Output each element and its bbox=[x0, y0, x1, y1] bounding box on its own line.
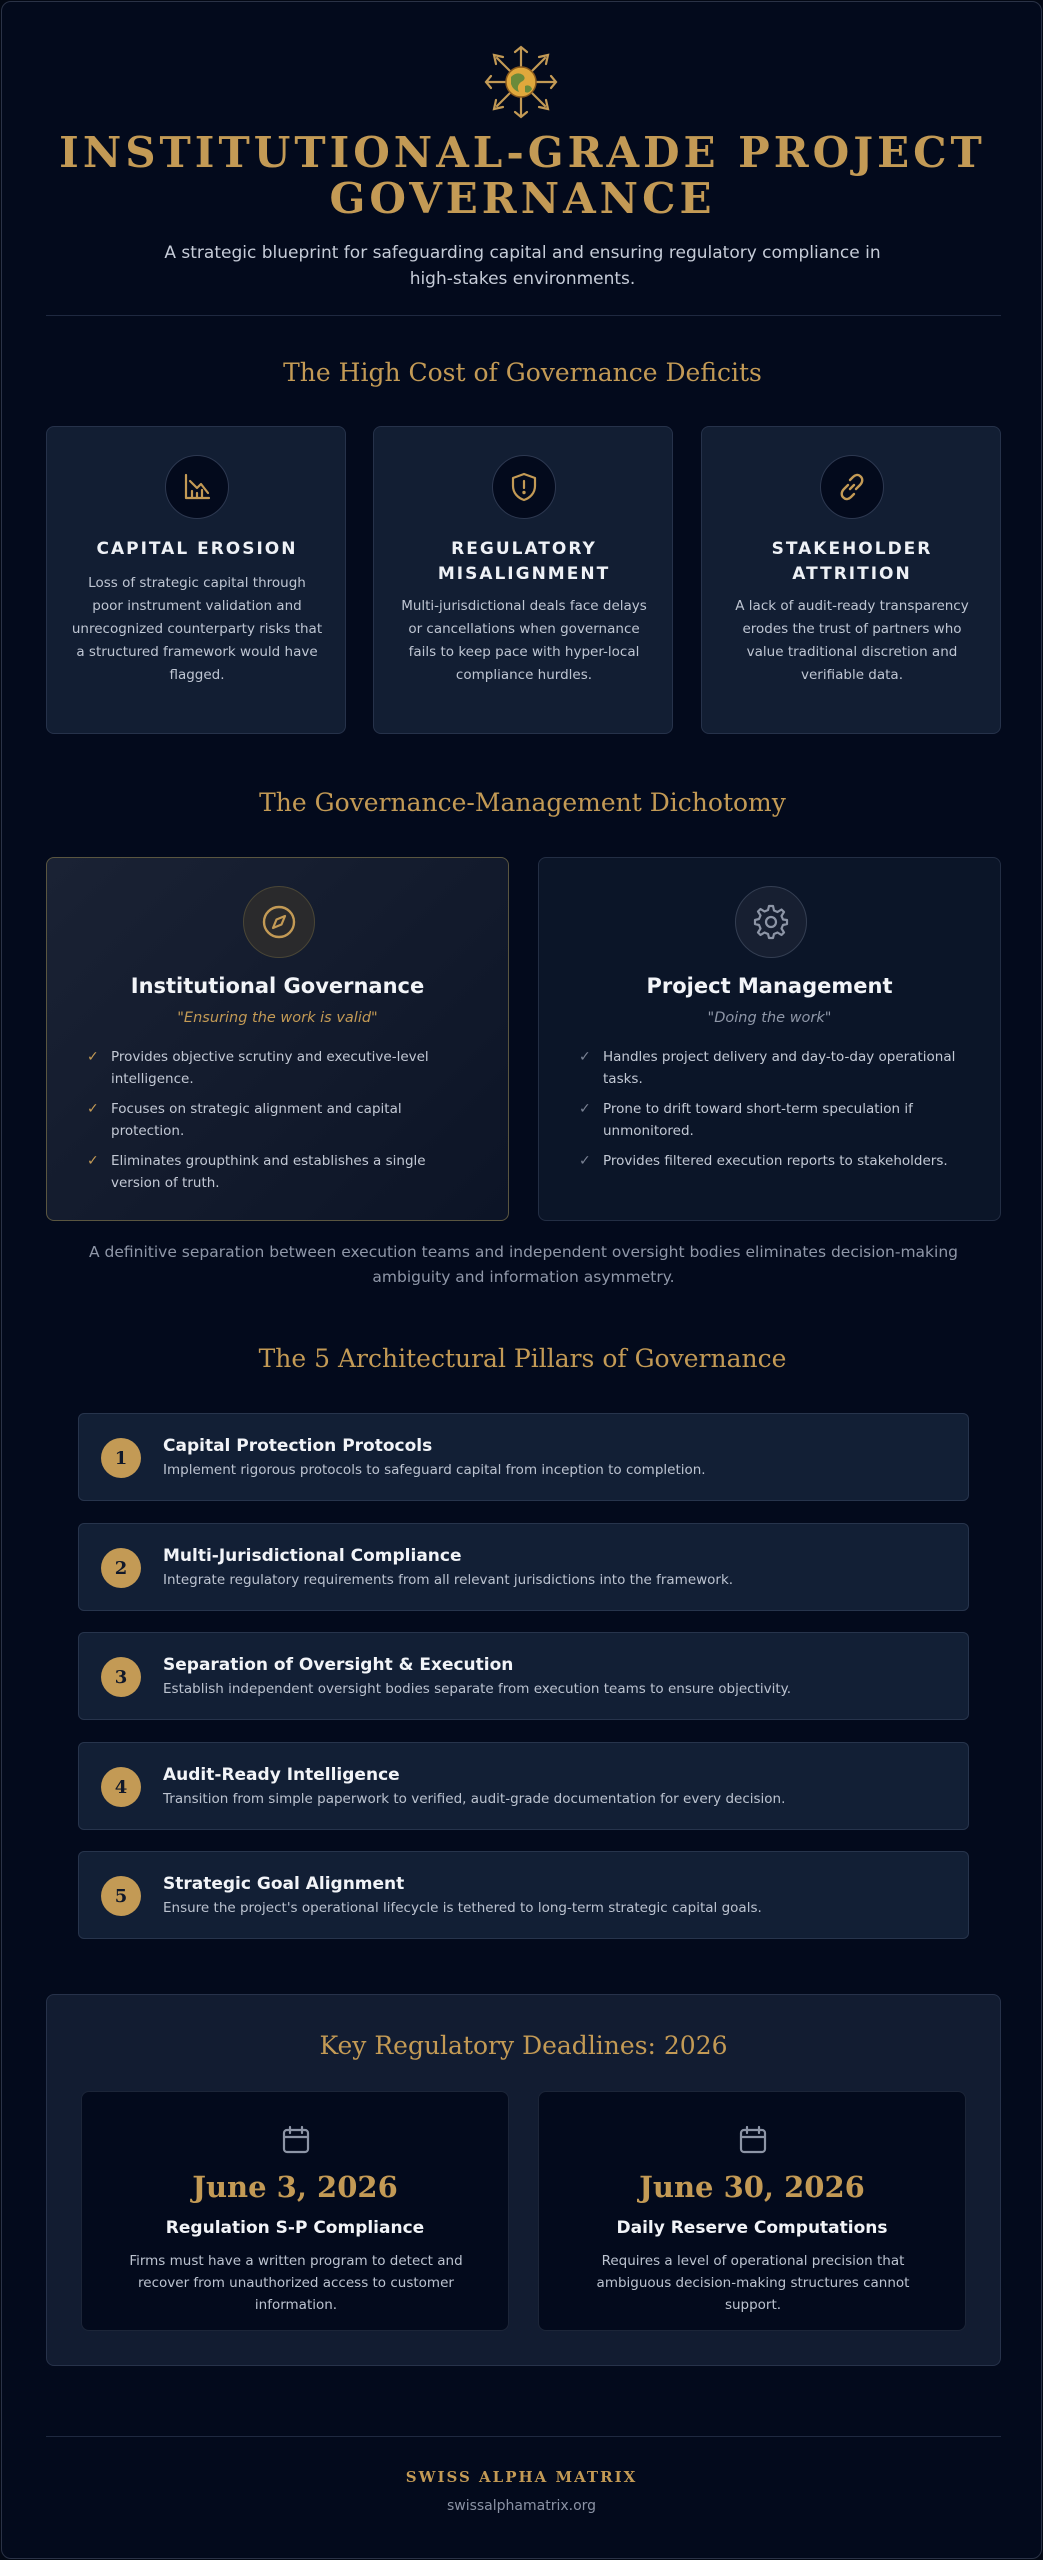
deadlines-panel bbox=[46, 1994, 1001, 2366]
governance-quote: "Ensuring the work is valid" bbox=[177, 1010, 378, 1026]
pillar-title: Audit-Ready Intelligence bbox=[163, 1765, 400, 1785]
pillar-number: 5 bbox=[101, 1876, 141, 1916]
pillar-item bbox=[78, 1632, 969, 1720]
divider bbox=[46, 2436, 1001, 2437]
dichotomy-note: A definitive separation between execution teams and independent oversight bodies eliminates decision-making ambiguity and information asymmetry. bbox=[88, 1243, 958, 1286]
calendar-icon bbox=[280, 2124, 312, 2156]
governance-card bbox=[46, 857, 509, 1221]
management-quote: "Doing the work" bbox=[707, 1010, 832, 1026]
check-icon: ✓ bbox=[87, 1153, 99, 1169]
card-title: STAKEHOLDER ATTRITION bbox=[771, 539, 933, 584]
pillar-item bbox=[78, 1413, 969, 1501]
check-icon: ✓ bbox=[579, 1101, 591, 1117]
pillar-description: Implement rigorous protocols to safeguard capital from inception to completion. bbox=[163, 1462, 706, 1478]
infographic-page bbox=[1, 1, 1042, 2559]
deadline-date: June 3, 2026 bbox=[192, 2170, 398, 2204]
chart-decline-icon bbox=[181, 471, 213, 503]
deadline-card-june-30 bbox=[538, 2091, 966, 2331]
footer-url[interactable]: swissalphamatrix.org bbox=[446, 2498, 597, 2514]
card-text: A lack of audit-ready transparency erodes the trust of partners who value traditional discretion and verifiable data. bbox=[735, 598, 969, 683]
deadline-card-june-3 bbox=[81, 2091, 509, 2331]
list-item: ✓ Provides objective scrutiny and executive-level intelligence. bbox=[87, 1046, 477, 1090]
deficits-section-title: The High Cost of Governance Deficits bbox=[283, 358, 762, 387]
pillar-number: 3 bbox=[101, 1657, 141, 1697]
pillar-description: Establish independent oversight bodies separate from execution teams to ensure objectivity. bbox=[163, 1681, 792, 1697]
pillars-section-title: The 5 Architectural Pillars of Governance bbox=[258, 1344, 787, 1373]
pillar-item bbox=[78, 1851, 969, 1939]
check-icon: ✓ bbox=[87, 1049, 99, 1065]
pillar-number: 2 bbox=[101, 1548, 141, 1588]
page-subtitle: A strategic blueprint for safeguarding capital and ensuring regulatory compliance in high-stakes environments. bbox=[164, 243, 881, 289]
deficit-card-regulatory-misalignment bbox=[373, 426, 673, 734]
list-item: ✓ Focuses on strategic alignment and capital protection. bbox=[87, 1098, 477, 1142]
deadline-date: June 30, 2026 bbox=[639, 2170, 865, 2204]
pillar-item bbox=[78, 1742, 969, 1830]
pillar-number: 1 bbox=[101, 1438, 141, 1478]
card-title: CAPITAL EROSION bbox=[96, 539, 298, 559]
shield-alert-icon bbox=[508, 471, 540, 503]
deadlines-title: Key Regulatory Deadlines: 2026 bbox=[319, 2031, 728, 2060]
card-text: Multi-jurisdictional deals face delays or cancellations when governance fails to keep pace with hyper-local compliance hurdles. bbox=[401, 598, 647, 683]
gear-icon bbox=[752, 903, 790, 941]
governance-title: Institutional Governance bbox=[130, 974, 425, 998]
link-icon bbox=[836, 471, 868, 503]
compass-icon bbox=[260, 903, 298, 941]
pillar-description: Integrate regulatory requirements from all relevant jurisdictions into the framework. bbox=[163, 1572, 734, 1588]
governance-list bbox=[87, 1046, 477, 1202]
list-item: ✓ Handles project delivery and day-to-day operational tasks. bbox=[579, 1046, 969, 1090]
card-text: Loss of strategic capital through poor instrument validation and unrecognized counterparty risks that a structured framework would have flagged. bbox=[71, 575, 323, 683]
divider bbox=[46, 315, 1001, 316]
pillar-description: Transition from simple paperwork to verified, audit-grade documentation for every decision. bbox=[163, 1791, 786, 1807]
deficit-card-stakeholder-attrition bbox=[701, 426, 1001, 734]
page-title: INSTITUTIONAL-GRADE PROJECT GOVERNANCE bbox=[59, 128, 986, 223]
deadline-name: Regulation S-P Compliance bbox=[165, 2218, 425, 2238]
check-icon: ✓ bbox=[87, 1101, 99, 1117]
globe-network-icon bbox=[483, 44, 559, 120]
list-item: ✓ Eliminates groupthink and establishes a single version of truth. bbox=[87, 1150, 477, 1194]
pillar-number: 4 bbox=[101, 1767, 141, 1807]
pillar-title: Separation of Oversight & Execution bbox=[163, 1655, 514, 1675]
pillar-item bbox=[78, 1523, 969, 1611]
management-card bbox=[538, 857, 1001, 1221]
management-list bbox=[579, 1046, 969, 1180]
footer-brand: SWISS ALPHA MATRIX bbox=[405, 2468, 638, 2486]
check-icon: ✓ bbox=[579, 1153, 591, 1169]
pillar-title: Capital Protection Protocols bbox=[163, 1436, 433, 1456]
list-item: ✓ Provides filtered execution reports to stakeholders. bbox=[579, 1150, 969, 1172]
pillar-title: Multi-Jurisdictional Compliance bbox=[163, 1546, 462, 1566]
dichotomy-section-title: The Governance-Management Dichotomy bbox=[259, 788, 786, 817]
pillar-description: Ensure the project's operational lifecycle is tethered to long-term strategic capital goals. bbox=[163, 1900, 762, 1916]
deadline-name: Daily Reserve Computations bbox=[616, 2218, 888, 2238]
check-icon: ✓ bbox=[579, 1049, 591, 1065]
calendar-icon bbox=[737, 2124, 769, 2156]
deadline-text: Requires a level of operational precision that ambiguous decision-making structures cannot support. bbox=[596, 2253, 910, 2313]
card-title: REGULATORY MISALIGNMENT bbox=[437, 539, 611, 584]
deadline-text: Firms must have a written program to detect and recover from unauthorized access to customer information. bbox=[129, 2253, 463, 2313]
pillar-title: Strategic Goal Alignment bbox=[163, 1874, 405, 1894]
list-item: ✓ Prone to drift toward short-term speculation if unmonitored. bbox=[579, 1098, 969, 1142]
deficit-card-capital-erosion bbox=[46, 426, 346, 734]
management-title: Project Management bbox=[646, 974, 893, 998]
